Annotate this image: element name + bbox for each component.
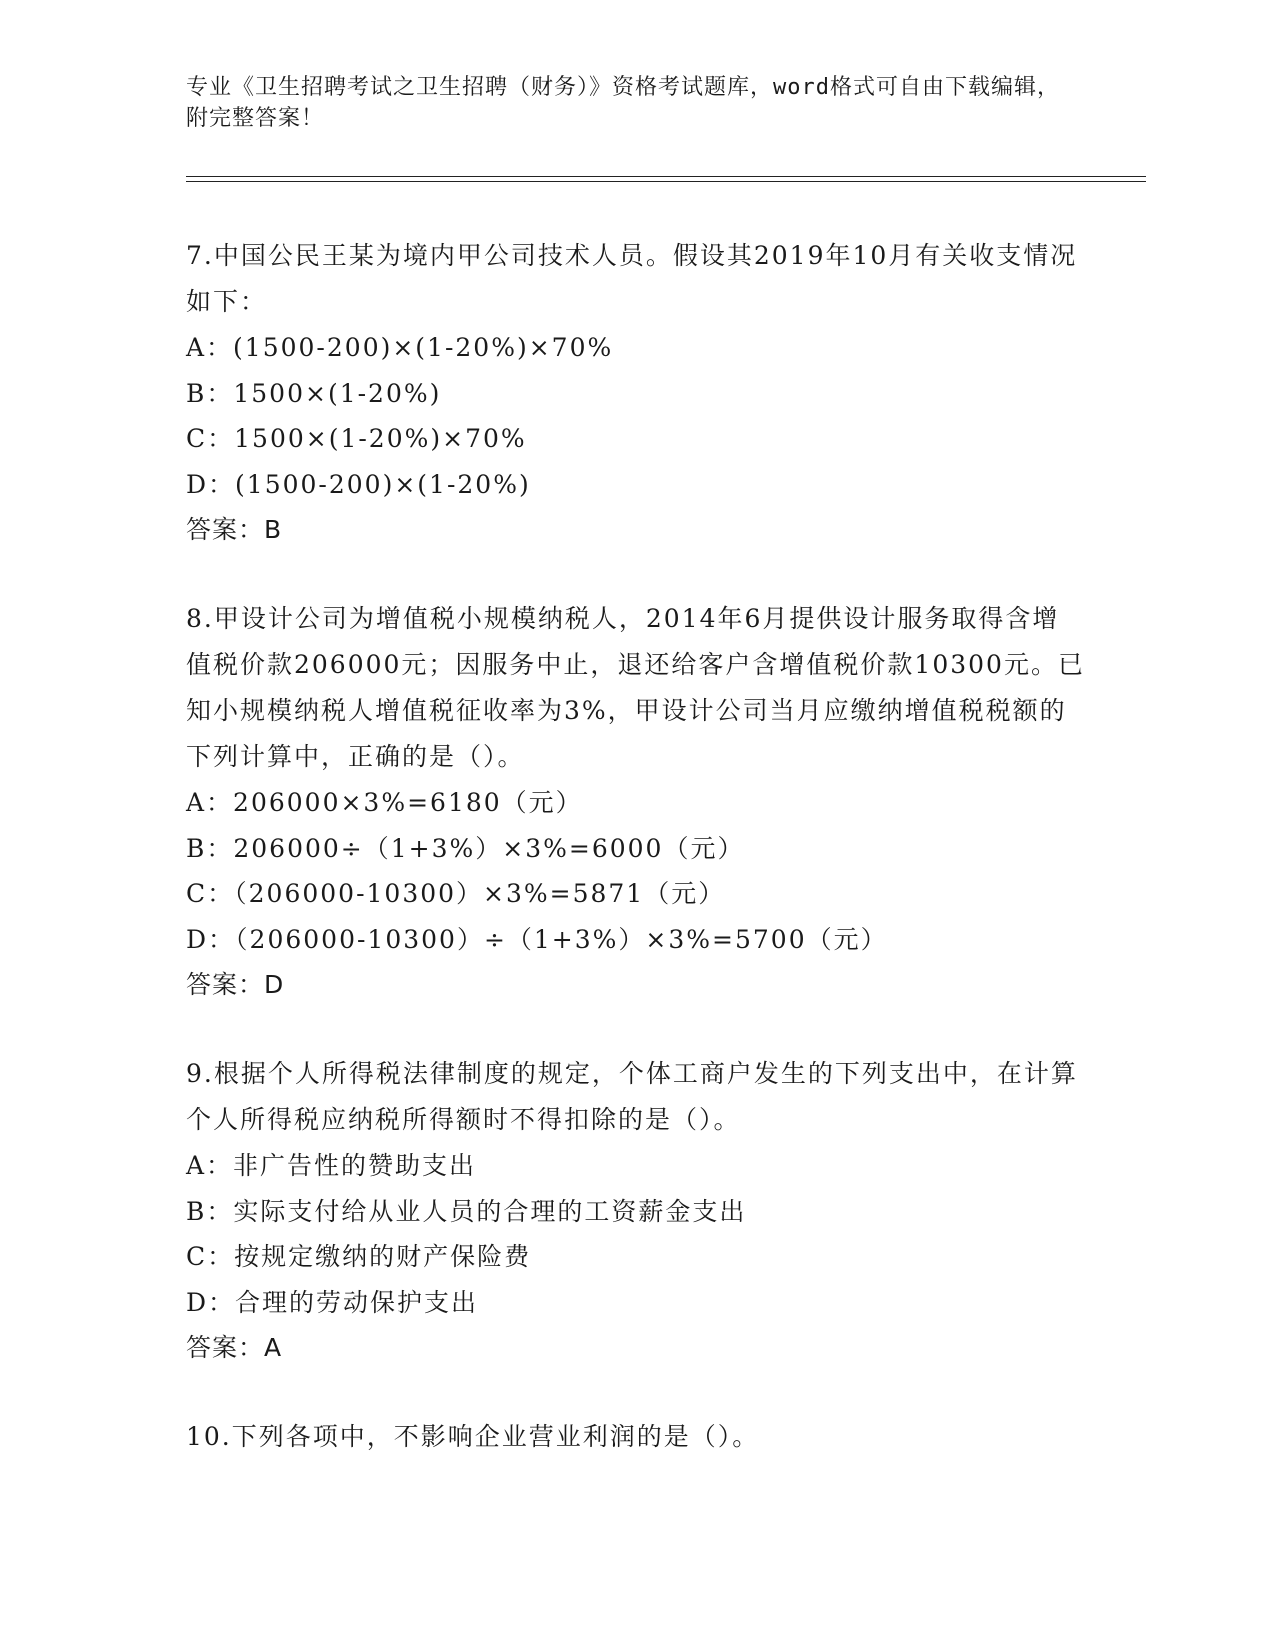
question-stem: 10.下列各项中，不影响企业营业利润的是（）。 (186, 1422, 760, 1451)
option-a: A：206000×3%=6180（元） (186, 788, 583, 817)
option-d: D：(1500-200)×(1-20%) (186, 469, 531, 499)
option-b: B：实际支付给从业人员的合理的工资薪金支出 (186, 1196, 747, 1226)
question-8 (186, 596, 1086, 1008)
option-a: A：非广告性的赞助支出 (186, 1151, 477, 1180)
header-intro: 专业《卫生招聘考试之卫生招聘（财务）》资格考试题库，word格式可自由下载编辑，附完整答案！ (186, 75, 1060, 131)
question-stem: 9.根据个人所得税法律制度的规定，个体工商户发生的下列支出中，在计算个人所得税应纳税所得额时不得扣除的是（）。 (186, 1059, 1078, 1134)
option-b: B：1500×(1-20%) (186, 378, 442, 408)
option-d: D：合理的劳动保护支出 (186, 1287, 479, 1317)
question-stem: 8.甲设计公司为增值税小规模纳税人，2014年6月提供设计服务取得含增值税价款206000元；因服务中止，退还给客户含增值税价款10300元。已知小规模纳税人增值税征收率为3%，甲设计公司当月应缴纳增值税税额的下列计算中，正确的是（）。 (186, 604, 1085, 771)
question-10 (186, 1414, 1086, 1460)
answer-line: 答案：D (186, 970, 285, 999)
option-b: B：206000÷（1+3%）×3%=6000（元） (186, 833, 745, 863)
option-c: C：1500×(1-20%)×70% (186, 424, 527, 453)
option-d: D：（206000-10300）÷（1+3%）×3%=5700（元） (186, 924, 888, 954)
option-c: C：（206000-10300）×3%=5871（元） (186, 879, 726, 908)
question-stem: 7.中国公民王某为境内甲公司技术人员。假设其2019年10月有关收支情况如下： (186, 241, 1078, 316)
question-7 (186, 233, 1086, 553)
header-divider-top (186, 176, 1146, 177)
question-9 (186, 1051, 1086, 1371)
header-divider-bottom (186, 181, 1146, 182)
option-a: A：(1500-200)×(1-20%)×70% (186, 333, 614, 362)
answer-line: 答案：B (186, 515, 283, 544)
option-c: C：按规定缴纳的财产保险费 (186, 1242, 532, 1271)
answer-line: 答案：A (186, 1333, 283, 1362)
